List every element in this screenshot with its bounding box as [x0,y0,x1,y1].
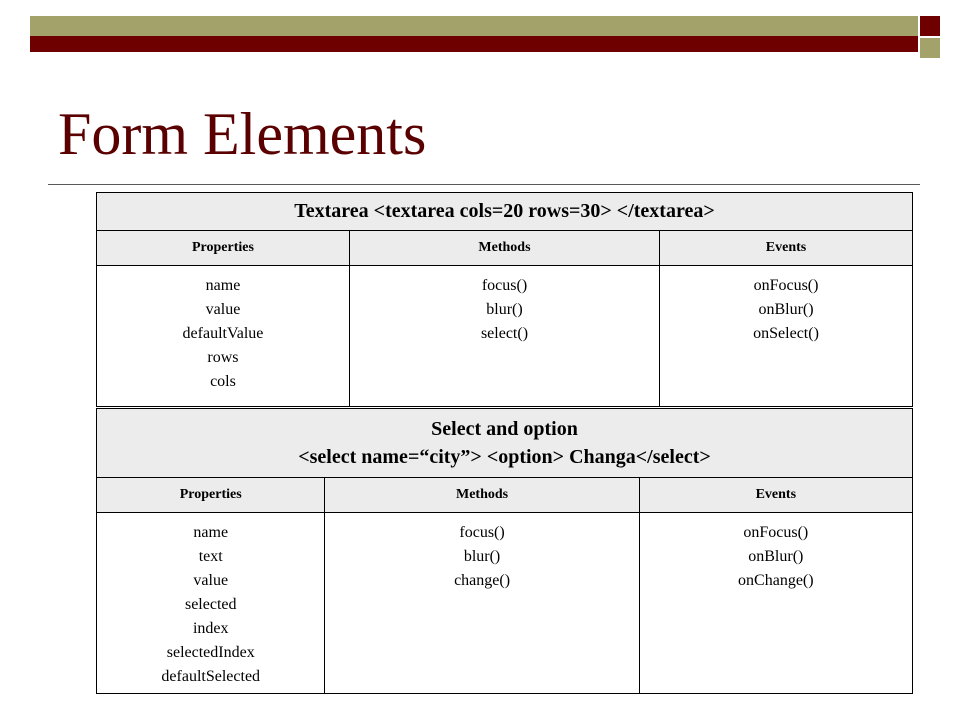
header-maroon-bar [30,36,918,52]
slide-title: Form Elements [58,101,427,167]
textarea-header-properties: Properties [97,231,350,266]
list-item: blur() [486,301,523,318]
list-item: index [192,620,229,637]
select-properties-cell [97,513,325,694]
textarea-properties-cell [97,266,350,407]
textarea-table [96,192,913,407]
list-item: focus() [459,524,505,541]
header-maroon-square [920,16,940,36]
list-item: onBlur() [758,301,814,318]
header-olive-bar [30,16,918,36]
select-caption-line2: <select name=“city”> <option> Changa</select> [298,446,711,468]
textarea-methods-cell [349,266,659,407]
textarea-caption: Textarea <textarea cols=20 rows=30> </textarea> [97,193,913,231]
list-item: focus() [481,277,528,294]
select-methods-cell [325,513,639,694]
list-item: selectedIndex [166,644,255,661]
list-item: selected [184,596,237,613]
list-item: onChange() [738,572,814,589]
list-item: name [193,524,229,541]
list-item: onBlur() [748,548,804,565]
list-item: rows [207,349,239,366]
select-header-methods: Methods [325,478,639,513]
select-header-properties: Properties [97,478,325,513]
select-caption-line1: Select and option [431,418,578,440]
textarea-events-cell [660,266,913,407]
list-item: value [205,301,241,318]
textarea-header-events: Events [660,231,913,266]
select-events-cell [639,513,912,694]
list-item: defaultSelected [161,668,261,685]
list-item: onSelect() [753,325,819,342]
header-olive-square [920,38,940,58]
list-item: cols [210,373,236,390]
title-divider [48,184,920,185]
list-item: text [198,548,223,565]
select-table [96,408,913,694]
list-item: change() [454,572,511,589]
list-item: select() [480,325,529,342]
list-item: defaultValue [182,325,264,342]
select-caption [97,409,913,478]
select-header-events: Events [639,478,912,513]
textarea-header-methods: Methods [349,231,659,266]
list-item: blur() [463,548,501,565]
list-item: name [205,277,241,294]
list-item: onFocus() [753,277,819,294]
list-item: onFocus() [743,524,809,541]
list-item: value [193,572,229,589]
